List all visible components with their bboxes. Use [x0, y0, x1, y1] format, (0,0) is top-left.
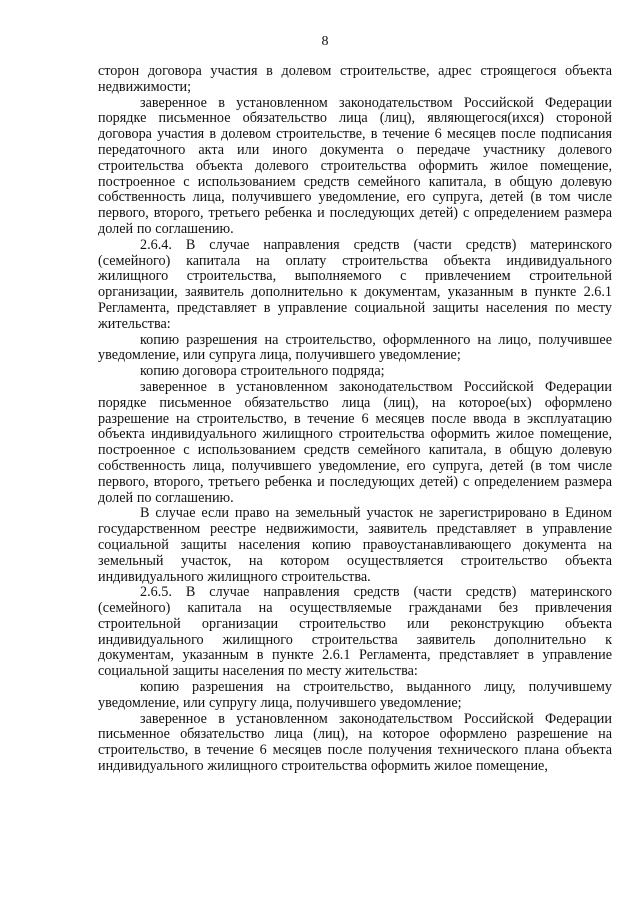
paragraph-contract-copy: копию договора строительного подряда;: [140, 363, 385, 380]
paragraph-continuation: сторон договора участия в долевом строительстве, адрес строящегося объекта недвижимости;: [98, 63, 612, 95]
paragraph-2-6-5: 2.6.5. В случае направления средств (части средств) материнского (семейного) капитала на осуществляемые гражданами без привлечения строительной организации строительство или реконструкцию объекта индивидуального жилищного строительства заявитель дополнительно к документам, указанным в пункте 2.6.1 Регламента, представляет в управление социальной защиты населения по месту жительства:: [98, 584, 612, 680]
paragraph-2-6-4: 2.6.4. В случае направления средств (части средств) материнского (семейного) капитала на оплату строительства объекта индивидуального жилищного строительства, выполняемого с привлечением строительной организации, заявитель дополнительно к документам, указанным в пункте 2.6.1 Регламента, представляет в управление социальной защиты населения по месту жительства:: [98, 236, 612, 332]
paragraph-obligation-ijs: заверенное в установленном законодательством Российской Федерации порядке письменное обязательство лица (лиц), на которое(ых) оформлено разрешение на строительство, в течение 6 месяцев после ввода в эксплуатацию объекта индивидуального жилищного строительства оформить жилое помещение, построенное с использованием средств семейного капитала, в общую долевую собственность лица, получившего уведомление, его супруга, детей (в том числе первого, второго, третьего ребенка и последующих детей) с определением размера долей по соглашению.: [98, 378, 612, 506]
paragraph-obligation-final: заверенное в установленном законодательством Российской Федерации письменное обязательство лица (лиц), на которое оформлено разрешение на строительство, в течение 6 месяцев после получения технического плана объекта индивидуального жилищного строительства оформить жилое помещение,: [98, 710, 612, 775]
paragraph-land-plot: В случае если право на земельный участок не зарегистрировано в Едином государственном реестре недвижимости, заявитель представляет в управление социальной защиты населения копию правоустанавливающего документа на земельный участок, на котором осуществляется строительство объекта индивидуального жилищного строительства.: [98, 505, 612, 585]
paragraph-permit-copy: копию разрешения на строительство, оформленного на лицо, получившее уведомление, или супруга лица, получившего уведомление;: [98, 331, 612, 364]
paragraph-permit-issued: копию разрешения на строительство, выданного лицу, получившему уведомление, или супругу лица, получившего уведомление;: [98, 679, 612, 711]
page-number: 8: [321, 34, 329, 49]
paragraph-obligation-shared: заверенное в установленном законодательством Российской Федерации порядке письменное обязательство лица (лиц), являющегося(ихся) стороной договора участия в долевом строительстве, в течение 6 месяцев после подписания передаточного акта или иного документа о передаче участнику долевого строительства объекта долевого строительства оформить жилое помещение, построенное с использованием средств семейного капитала, в общую долевую собственность лица, получившего уведомление, его супруга, детей (в том числе первого, второго, третьего ребенка и последующих детей) с определением размера долей по соглашению.: [98, 94, 612, 237]
